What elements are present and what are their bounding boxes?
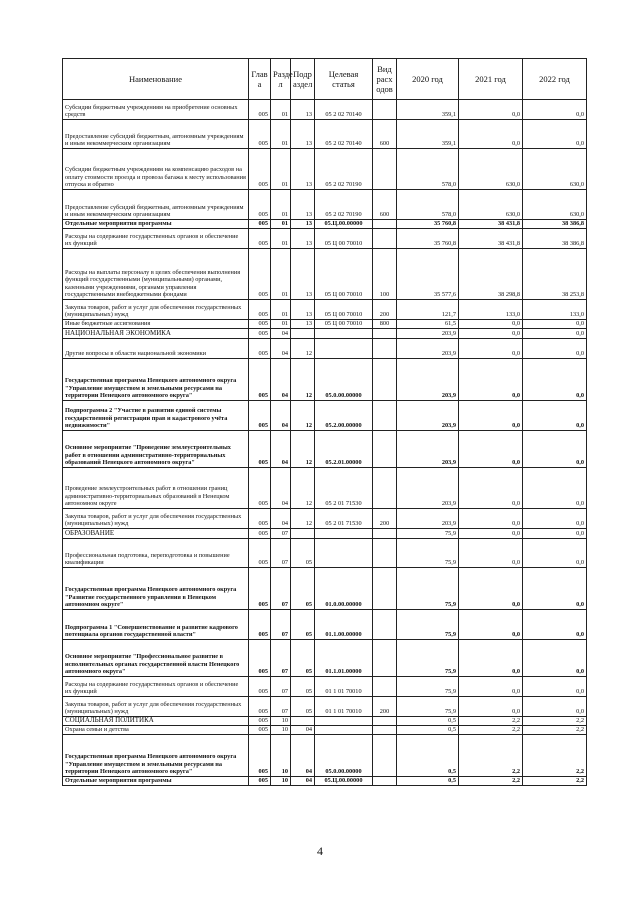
table-row [63,697,587,717]
table-row [63,431,587,468]
row-target-article: 05 2 02 70140 [315,120,373,149]
row-name: Отдельные мероприятия программы [63,220,249,229]
row-expense-type [373,539,397,568]
row-target-article: 05 Ц 00 70010 [315,229,373,249]
row-value-2020: 203,9 [397,359,459,401]
row-value-2021: 0,0 [459,329,523,339]
row-value-2021: 0,0 [459,100,523,120]
row-razdel: 07 [271,697,291,717]
row-value-2020: 203,9 [397,339,459,359]
row-value-2022: 2,2 [523,777,587,786]
row-value-2020: 359,1 [397,100,459,120]
row-glava: 005 [249,677,271,697]
row-value-2022: 630,0 [523,190,587,220]
row-name: Предоставление субсидий бюджетным, автономным учреждениям и иным некоммерческим организациям [63,120,249,149]
row-value-2021: 0,0 [459,640,523,677]
row-glava: 005 [249,249,271,300]
row-podrazdel: 13 [291,249,315,300]
row-value-2021: 0,0 [459,677,523,697]
table-row [63,640,587,677]
row-glava: 005 [249,610,271,640]
row-razdel: 10 [271,726,291,735]
row-expense-type [373,359,397,401]
row-target-article: 05.2.01.00000 [315,431,373,468]
row-name: Основное мероприятие "Профессиональное развитие в исполнительных органах государственной власти Ненецкого автономного округа" [63,640,249,677]
row-glava: 005 [249,149,271,190]
table-row [63,610,587,640]
row-expense-type [373,100,397,120]
row-razdel: 04 [271,339,291,359]
row-value-2020: 203,9 [397,329,459,339]
table-row [63,717,587,726]
row-value-2021: 0,0 [459,539,523,568]
row-glava: 005 [249,529,271,539]
row-value-2020: 75,9 [397,640,459,677]
table-row [63,735,587,777]
table-row [63,249,587,300]
header-year-2021: 2021 год [459,59,523,100]
row-value-2022: 0,0 [523,359,587,401]
row-podrazdel: 05 [291,677,315,697]
row-value-2022: 0,0 [523,468,587,509]
table-row [63,401,587,431]
row-value-2022: 0,0 [523,120,587,149]
row-value-2020: 0,5 [397,717,459,726]
row-glava: 005 [249,468,271,509]
row-podrazdel: 13 [291,100,315,120]
row-target-article [315,329,373,339]
row-razdel: 07 [271,529,291,539]
row-value-2020: 359,1 [397,120,459,149]
row-expense-type [373,468,397,509]
row-glava: 005 [249,697,271,717]
row-value-2022: 0,0 [523,329,587,339]
header-expense-type: Вид расх одов [373,59,397,100]
budget-page [62,58,586,786]
row-name: Другие вопросы в области национальной экономики [63,339,249,359]
row-expense-type [373,401,397,431]
row-expense-type [373,229,397,249]
table-row [63,539,587,568]
row-value-2020: 75,9 [397,697,459,717]
row-value-2022: 0,0 [523,610,587,640]
row-expense-type [373,529,397,539]
row-name: СОЦИАЛЬНАЯ ПОЛИТИКА [63,717,249,726]
row-glava: 005 [249,735,271,777]
row-value-2020: 75,9 [397,677,459,697]
row-value-2021: 0,0 [459,610,523,640]
row-value-2020: 75,9 [397,610,459,640]
row-glava: 005 [249,777,271,786]
row-value-2020: 75,9 [397,529,459,539]
row-value-2020: 578,0 [397,190,459,220]
row-target-article: 05 Ц 00 70010 [315,300,373,320]
row-value-2021: 0,0 [459,568,523,610]
row-podrazdel: 12 [291,401,315,431]
row-value-2021: 0,0 [459,468,523,509]
budget-table [62,58,587,786]
row-value-2020: 0,5 [397,726,459,735]
row-name: Субсидии бюджетным учреждениям на приобретение основных средств [63,100,249,120]
row-podrazdel: 04 [291,777,315,786]
row-podrazdel [291,717,315,726]
row-value-2020: 35 760,8 [397,229,459,249]
table-row [63,329,587,339]
row-expense-type [373,735,397,777]
row-value-2022: 0,0 [523,401,587,431]
row-glava: 005 [249,329,271,339]
row-value-2022: 0,0 [523,320,587,329]
row-value-2022: 0,0 [523,509,587,529]
row-razdel: 04 [271,468,291,509]
row-target-article: 05.Ц.00.00000 [315,777,373,786]
row-expense-type: 200 [373,697,397,717]
row-glava: 005 [249,431,271,468]
row-razdel: 10 [271,777,291,786]
row-target-article: 05.0.00.00000 [315,735,373,777]
row-glava: 005 [249,320,271,329]
row-podrazdel: 05 [291,568,315,610]
row-value-2021: 630,0 [459,190,523,220]
table-row [63,677,587,697]
row-podrazdel: 13 [291,220,315,229]
row-target-article: 01.1.01.00000 [315,640,373,677]
table-row [63,190,587,220]
row-name: Закупка товаров, работ и услуг для обеспечения государственных (муниципальных) нужд [63,300,249,320]
row-expense-type [373,149,397,190]
row-expense-type [373,726,397,735]
row-value-2022: 38 386,8 [523,220,587,229]
table-row [63,529,587,539]
row-value-2021: 38 431,8 [459,220,523,229]
row-glava: 005 [249,120,271,149]
row-value-2021: 0,0 [459,697,523,717]
row-expense-type: 200 [373,300,397,320]
row-value-2020: 578,0 [397,149,459,190]
row-podrazdel: 13 [291,149,315,190]
row-target-article: 05 2 02 70190 [315,149,373,190]
row-name: Закупка товаров, работ и услуг для обеспечения государственных (муниципальных) нужд [63,509,249,529]
row-razdel: 01 [271,220,291,229]
row-name: ОБРАЗОВАНИЕ [63,529,249,539]
row-target-article: 05 2 01 71530 [315,468,373,509]
table-row [63,120,587,149]
row-glava: 005 [249,100,271,120]
row-podrazdel: 05 [291,539,315,568]
row-name: Государственная программа Ненецкого автономного округа "Управление имуществом и земельными ресурсами на территории Ненецкого автономного округа" [63,359,249,401]
row-name: Субсидии бюджетным учреждениям на компенсацию расходов на оплату стоимости проезда и провоза багажа к месту использования отпуска и обратно [63,149,249,190]
row-value-2022: 2,2 [523,717,587,726]
row-expense-type: 600 [373,120,397,149]
row-podrazdel: 05 [291,697,315,717]
row-target-article: 05 2 01 71530 [315,509,373,529]
row-razdel: 01 [271,249,291,300]
row-razdel: 07 [271,677,291,697]
row-name: Расходы на выплаты персоналу в целях обеспечения выполнения функций государственными (муниципальными) органами, казенными учреждениями, органами управления государственными внебюджетными фондами [63,249,249,300]
row-glava: 005 [249,220,271,229]
row-name: Отдельные мероприятия программы [63,777,249,786]
row-value-2022: 0,0 [523,677,587,697]
row-podrazdel: 04 [291,726,315,735]
row-value-2022: 0,0 [523,339,587,359]
row-podrazdel: 13 [291,320,315,329]
row-value-2021: 0,0 [459,509,523,529]
row-expense-type [373,640,397,677]
row-value-2020: 203,9 [397,431,459,468]
row-value-2021: 0,0 [459,339,523,359]
row-value-2022: 133,0 [523,300,587,320]
row-podrazdel: 12 [291,509,315,529]
row-razdel: 01 [271,229,291,249]
row-value-2022: 38 253,8 [523,249,587,300]
row-podrazdel: 12 [291,431,315,468]
row-value-2021: 38 298,8 [459,249,523,300]
row-value-2020: 61,5 [397,320,459,329]
row-value-2021: 2,2 [459,717,523,726]
table-row [63,726,587,735]
row-value-2020: 121,7 [397,300,459,320]
row-value-2021: 133,0 [459,300,523,320]
row-target-article: 01 1 01 70010 [315,697,373,717]
row-value-2022: 0,0 [523,568,587,610]
row-value-2022: 2,2 [523,735,587,777]
row-podrazdel: 13 [291,120,315,149]
row-target-article: 05 Ц 00 70010 [315,320,373,329]
table-row [63,568,587,610]
row-expense-type: 600 [373,190,397,220]
row-razdel: 10 [271,735,291,777]
row-razdel: 07 [271,610,291,640]
row-name: Расходы на содержание государственных органов и обеспечение их функций [63,677,249,697]
row-name: Государственная программа Ненецкого автономного округа "Развитие государственного управления в Ненецком автономном округе" [63,568,249,610]
row-glava: 005 [249,640,271,677]
row-podrazdel [291,329,315,339]
row-podrazdel: 05 [291,640,315,677]
table-row [63,220,587,229]
row-target-article: 05 Ц 00 70010 [315,249,373,300]
row-expense-type [373,610,397,640]
row-name: Закупка товаров, работ и услуг для обеспечения государственных (муниципальных) нужд [63,697,249,717]
row-razdel: 01 [271,149,291,190]
row-value-2022: 0,0 [523,640,587,677]
row-expense-type [373,677,397,697]
row-value-2021: 38 431,8 [459,229,523,249]
row-value-2022: 38 386,8 [523,229,587,249]
row-name: Подпрограмма 2 "Участие в развитии единой системы государственной регистрации прав и кадастрового учёта недвижимости" [63,401,249,431]
row-expense-type [373,777,397,786]
table-row [63,320,587,329]
table-row [63,509,587,529]
row-razdel: 01 [271,300,291,320]
row-target-article [315,339,373,359]
row-glava: 005 [249,568,271,610]
row-glava: 005 [249,401,271,431]
row-value-2022: 0,0 [523,529,587,539]
row-name: Охрана семьи и детства [63,726,249,735]
row-name: Расходы на содержание государственных органов и обеспечение их функций [63,229,249,249]
row-name: Профессиональная подготовка, переподготовка и повышение квалификации [63,539,249,568]
row-glava: 005 [249,539,271,568]
row-podrazdel: 12 [291,359,315,401]
row-podrazdel: 05 [291,610,315,640]
row-expense-type [373,220,397,229]
row-value-2021: 2,2 [459,735,523,777]
row-value-2021: 630,0 [459,149,523,190]
row-glava: 005 [249,717,271,726]
row-value-2022: 0,0 [523,431,587,468]
row-podrazdel: 12 [291,339,315,359]
row-razdel: 04 [271,359,291,401]
header-year-2020: 2020 год [397,59,459,100]
table-row [63,777,587,786]
row-value-2021: 0,0 [459,401,523,431]
row-razdel: 07 [271,539,291,568]
row-value-2021: 0,0 [459,120,523,149]
row-value-2020: 0,5 [397,735,459,777]
row-glava: 005 [249,359,271,401]
row-name: Иные бюджетные ассигнования [63,320,249,329]
table-row [63,339,587,359]
row-name: Основное мероприятие "Проведение землеустроительных работ в отношении административно-территориальных образований Ненецкого автономного округа" [63,431,249,468]
row-podrazdel: 13 [291,300,315,320]
table-row [63,149,587,190]
row-expense-type [373,431,397,468]
row-target-article [315,529,373,539]
row-value-2020: 35 760,8 [397,220,459,229]
table-row [63,229,587,249]
row-target-article: 01.1.00.00000 [315,610,373,640]
row-value-2022: 0,0 [523,100,587,120]
row-expense-type: 200 [373,509,397,529]
table-header-row [63,59,587,100]
row-glava: 005 [249,339,271,359]
row-value-2021: 0,0 [459,529,523,539]
page-number: 4 [317,844,323,858]
row-podrazdel [291,529,315,539]
row-value-2021: 2,2 [459,777,523,786]
row-razdel: 04 [271,329,291,339]
row-razdel: 04 [271,431,291,468]
row-razdel: 01 [271,100,291,120]
row-target-article: 05.0.00.00000 [315,359,373,401]
row-razdel: 01 [271,320,291,329]
row-podrazdel: 13 [291,190,315,220]
row-value-2020: 203,9 [397,509,459,529]
row-value-2021: 0,0 [459,359,523,401]
table-row [63,300,587,320]
row-value-2021: 0,0 [459,431,523,468]
row-razdel: 07 [271,568,291,610]
header-year-2022: 2022 год [523,59,587,100]
table-row [63,100,587,120]
row-value-2020: 203,9 [397,401,459,431]
row-target-article: 05 2 02 70190 [315,190,373,220]
row-podrazdel: 04 [291,735,315,777]
row-razdel: 01 [271,190,291,220]
header-podrazdel: Подр аздел [291,59,315,100]
row-target-article [315,717,373,726]
row-expense-type [373,329,397,339]
row-value-2020: 0,5 [397,777,459,786]
row-value-2020: 203,9 [397,468,459,509]
row-target-article [315,539,373,568]
row-glava: 005 [249,509,271,529]
row-value-2022: 0,0 [523,539,587,568]
row-value-2022: 0,0 [523,697,587,717]
row-razdel: 10 [271,717,291,726]
row-value-2022: 2,2 [523,726,587,735]
row-target-article: 01.0.00.00000 [315,568,373,610]
row-expense-type [373,568,397,610]
row-target-article: 05 2 02 70140 [315,100,373,120]
row-value-2020: 75,9 [397,539,459,568]
row-name: Подпрограмма 1 "Совершенствование и развитие кадрового потенциала органов государственной власти" [63,610,249,640]
row-expense-type [373,717,397,726]
row-expense-type: 100 [373,249,397,300]
table-row [63,468,587,509]
table-body [63,100,587,786]
row-expense-type [373,339,397,359]
row-value-2021: 0,0 [459,320,523,329]
row-razdel: 04 [271,509,291,529]
header-glava: Глав а [249,59,271,100]
row-value-2022: 630,0 [523,149,587,190]
header-target-article: Целевая статья [315,59,373,100]
row-glava: 005 [249,229,271,249]
row-value-2020: 35 577,6 [397,249,459,300]
row-glava: 005 [249,300,271,320]
row-name: Государственная программа Ненецкого автономного округа "Управление имуществом и земельными ресурсами на территории Ненецкого автономного округа" [63,735,249,777]
row-expense-type: 800 [373,320,397,329]
row-target-article: 01 1 01 70010 [315,677,373,697]
row-name: НАЦИОНАЛЬНАЯ ЭКОНОМИКА [63,329,249,339]
row-target-article: 05.2.00.00000 [315,401,373,431]
table-row [63,359,587,401]
row-razdel: 07 [271,640,291,677]
row-value-2020: 75,9 [397,568,459,610]
row-name: Предоставление субсидий бюджетным, автономным учреждениям и иным некоммерческим организациям [63,190,249,220]
header-name: Наименование [63,59,249,100]
row-name: Проведение землеустроительных работ в отношении границ административно-территориальных образований в Ненецком автономном округе [63,468,249,509]
row-target-article: 05.Ц.00.00000 [315,220,373,229]
row-razdel: 01 [271,120,291,149]
header-razdel: Разде л [271,59,291,100]
row-glava: 005 [249,726,271,735]
row-podrazdel: 12 [291,468,315,509]
row-glava: 005 [249,190,271,220]
row-podrazdel: 13 [291,229,315,249]
row-target-article [315,726,373,735]
row-value-2021: 2,2 [459,726,523,735]
row-razdel: 04 [271,401,291,431]
